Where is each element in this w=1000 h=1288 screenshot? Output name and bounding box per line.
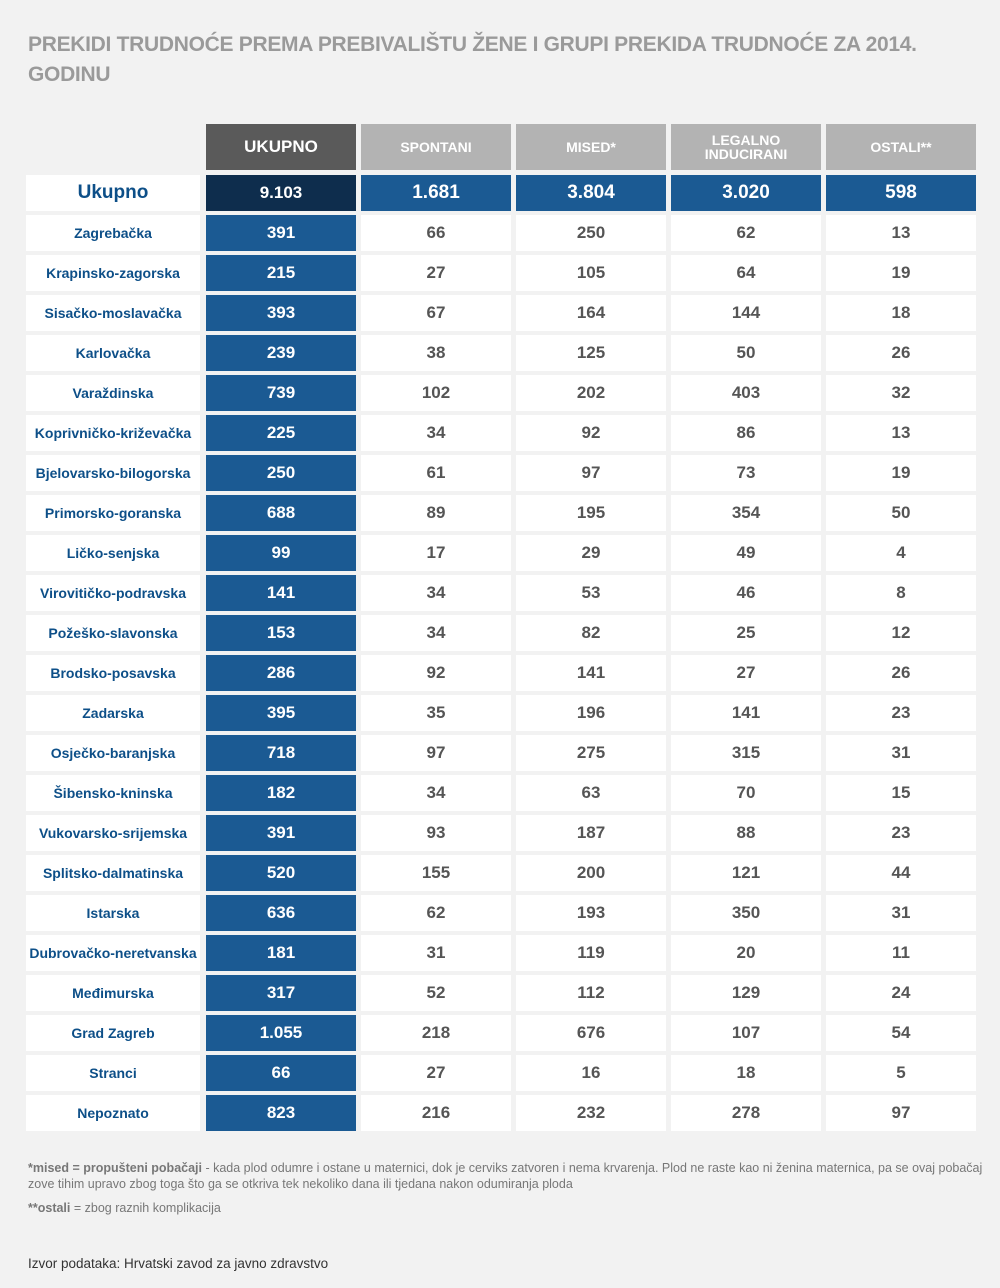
ukupno-cell: 520 — [206, 855, 356, 891]
ukupno-cell: 688 — [206, 495, 356, 531]
value-cell: 218 — [361, 1015, 511, 1051]
value-cell: 200 — [516, 855, 666, 891]
value-cell: 18 — [826, 295, 976, 331]
ukupno-cell: 317 — [206, 975, 356, 1011]
value-cell: 23 — [826, 815, 976, 851]
value-cell: 34 — [361, 775, 511, 811]
value-cell: 93 — [361, 815, 511, 851]
row-label: Zagrebačka — [26, 215, 200, 251]
value-cell: 88 — [671, 815, 821, 851]
value-cell: 8 — [826, 575, 976, 611]
row-label: Krapinsko-zagorska — [26, 255, 200, 291]
value-cell: 187 — [516, 815, 666, 851]
value-cell: 13 — [826, 215, 976, 251]
value-cell: 26 — [826, 655, 976, 691]
value-cell: 64 — [671, 255, 821, 291]
value-cell: 112 — [516, 975, 666, 1011]
value-cell: 67 — [361, 295, 511, 331]
value-cell: 46 — [671, 575, 821, 611]
footnote-mised — [28, 1160, 988, 1192]
footnote-ostali-term: **ostali — [28, 1201, 71, 1215]
value-cell: 13 — [826, 415, 976, 451]
ukupno-cell: 182 — [206, 775, 356, 811]
ukupno-cell: 395 — [206, 695, 356, 731]
value-cell: 354 — [671, 495, 821, 531]
value-cell: 278 — [671, 1095, 821, 1131]
value-cell: 12 — [826, 615, 976, 651]
value-cell: 11 — [826, 935, 976, 971]
ukupno-cell: 739 — [206, 375, 356, 411]
value-cell: 32 — [826, 375, 976, 411]
value-cell: 15 — [826, 775, 976, 811]
value-cell: 107 — [671, 1015, 821, 1051]
value-cell: 18 — [671, 1055, 821, 1091]
value-cell: 92 — [516, 415, 666, 451]
data-source: Izvor podataka: Hrvatski zavod za javno zdravstvo — [28, 1256, 329, 1271]
value-cell: 29 — [516, 535, 666, 571]
total-row-label: Ukupno — [26, 175, 200, 211]
value-cell: 92 — [361, 655, 511, 691]
value-cell: 676 — [516, 1015, 666, 1051]
header-ostali: OSTALI** — [826, 124, 976, 170]
value-cell: 195 — [516, 495, 666, 531]
row-label: Koprivničko-križevačka — [26, 415, 200, 451]
row-label: Virovitičko-podravska — [26, 575, 200, 611]
header-spontani: SPONTANI — [361, 124, 511, 170]
footnote-ostali-text: = zbog raznih komplikacija — [70, 1201, 221, 1215]
row-label: Bjelovarsko-bilogorska — [26, 455, 200, 491]
value-cell: 315 — [671, 735, 821, 771]
value-cell: 31 — [826, 735, 976, 771]
value-cell: 53 — [516, 575, 666, 611]
value-cell: 119 — [516, 935, 666, 971]
row-label: Brodsko-posavska — [26, 655, 200, 691]
value-cell: 62 — [361, 895, 511, 931]
value-cell: 19 — [826, 255, 976, 291]
value-cell: 34 — [361, 615, 511, 651]
row-label: Grad Zagreb — [26, 1015, 200, 1051]
value-cell: 24 — [826, 975, 976, 1011]
value-cell: 86 — [671, 415, 821, 451]
value-cell: 97 — [516, 455, 666, 491]
value-cell: 102 — [361, 375, 511, 411]
row-label: Osječko-baranjska — [26, 735, 200, 771]
row-label: Nepoznato — [26, 1095, 200, 1131]
value-cell: 202 — [516, 375, 666, 411]
value-cell: 216 — [361, 1095, 511, 1131]
value-cell: 31 — [361, 935, 511, 971]
value-cell: 129 — [671, 975, 821, 1011]
value-cell: 250 — [516, 215, 666, 251]
value-cell: 26 — [826, 335, 976, 371]
ukupno-cell: 181 — [206, 935, 356, 971]
row-label: Karlovačka — [26, 335, 200, 371]
header-ukupno: UKUPNO — [206, 124, 356, 170]
value-cell: 34 — [361, 575, 511, 611]
row-label: Zadarska — [26, 695, 200, 731]
value-cell: 54 — [826, 1015, 976, 1051]
page-title: PREKIDI TRUDNOĆE PREMA PREBIVALIŠTU ŽENE I GRUPI PREKIDA TRUDNOĆE ZA 2014. GODINU — [28, 33, 917, 86]
total-value-cell: 1.681 — [361, 175, 511, 211]
row-label: Sisačko-moslavačka — [26, 295, 200, 331]
ukupno-cell: 1.055 — [206, 1015, 356, 1051]
value-cell: 105 — [516, 255, 666, 291]
value-cell: 49 — [671, 535, 821, 571]
row-label: Međimurska — [26, 975, 200, 1011]
total-value-cell: 598 — [826, 175, 976, 211]
ukupno-cell: 239 — [206, 335, 356, 371]
value-cell: 63 — [516, 775, 666, 811]
value-cell: 27 — [361, 255, 511, 291]
ukupno-cell: 636 — [206, 895, 356, 931]
row-label: Šibensko-kninska — [26, 775, 200, 811]
value-cell: 16 — [516, 1055, 666, 1091]
row-label: Požeško-slavonska — [26, 615, 200, 651]
ukupno-cell: 225 — [206, 415, 356, 451]
footnote-mised-term: *mised = propušteni pobačaji — [28, 1161, 202, 1175]
value-cell: 66 — [361, 215, 511, 251]
value-cell: 164 — [516, 295, 666, 331]
value-cell: 23 — [826, 695, 976, 731]
header-legalno-inducirani: LEGALNO INDUCIRANI — [671, 124, 821, 170]
value-cell: 144 — [671, 295, 821, 331]
row-label: Ličko-senjska — [26, 535, 200, 571]
value-cell: 97 — [826, 1095, 976, 1131]
total-value-cell: 3.020 — [671, 175, 821, 211]
row-label: Varaždinska — [26, 375, 200, 411]
value-cell: 89 — [361, 495, 511, 531]
ukupno-cell: 718 — [206, 735, 356, 771]
value-cell: 193 — [516, 895, 666, 931]
ukupno-cell: 153 — [206, 615, 356, 651]
value-cell: 25 — [671, 615, 821, 651]
footnote-mised-text: - kada plod odumre i ostane u maternici, dok je cerviks zatvoren i nema krvarenja. Plod ne raste kao ni ženina maternica, pa se ovaj pobačaj zove tihim upravo zbog toga što ga se otkriva tek nekoliko dana ili tjedana nakon odumiranja ploda — [28, 1161, 983, 1191]
row-label: Splitsko-dalmatinska — [26, 855, 200, 891]
value-cell: 27 — [361, 1055, 511, 1091]
value-cell: 82 — [516, 615, 666, 651]
row-label: Primorsko-goranska — [26, 495, 200, 531]
value-cell: 62 — [671, 215, 821, 251]
ukupno-cell: 393 — [206, 295, 356, 331]
value-cell: 232 — [516, 1095, 666, 1131]
ukupno-cell: 823 — [206, 1095, 356, 1131]
ukupno-cell: 66 — [206, 1055, 356, 1091]
value-cell: 27 — [671, 655, 821, 691]
ukupno-cell: 99 — [206, 535, 356, 571]
value-cell: 141 — [516, 655, 666, 691]
row-label: Stranci — [26, 1055, 200, 1091]
value-cell: 4 — [826, 535, 976, 571]
row-label: Dubrovačko-neretvanska — [26, 935, 200, 971]
total-ukupno-cell: 9.103 — [206, 175, 356, 211]
row-label: Istarska — [26, 895, 200, 931]
ukupno-cell: 250 — [206, 455, 356, 491]
ukupno-cell: 215 — [206, 255, 356, 291]
value-cell: 275 — [516, 735, 666, 771]
value-cell: 38 — [361, 335, 511, 371]
value-cell: 31 — [826, 895, 976, 931]
total-value-cell: 3.804 — [516, 175, 666, 211]
value-cell: 155 — [361, 855, 511, 891]
value-cell: 403 — [671, 375, 821, 411]
value-cell: 70 — [671, 775, 821, 811]
ukupno-cell: 286 — [206, 655, 356, 691]
row-label: Vukovarsko-srijemska — [26, 815, 200, 851]
value-cell: 20 — [671, 935, 821, 971]
value-cell: 34 — [361, 415, 511, 451]
value-cell: 19 — [826, 455, 976, 491]
value-cell: 17 — [361, 535, 511, 571]
value-cell: 121 — [671, 855, 821, 891]
ukupno-cell: 391 — [206, 815, 356, 851]
value-cell: 350 — [671, 895, 821, 931]
value-cell: 52 — [361, 975, 511, 1011]
value-cell: 141 — [671, 695, 821, 731]
value-cell: 73 — [671, 455, 821, 491]
value-cell: 50 — [826, 495, 976, 531]
value-cell: 44 — [826, 855, 976, 891]
ukupno-cell: 391 — [206, 215, 356, 251]
value-cell: 196 — [516, 695, 666, 731]
ukupno-cell: 141 — [206, 575, 356, 611]
value-cell: 125 — [516, 335, 666, 371]
header-mised: MISED* — [516, 124, 666, 170]
value-cell: 61 — [361, 455, 511, 491]
value-cell: 50 — [671, 335, 821, 371]
value-cell: 5 — [826, 1055, 976, 1091]
value-cell: 97 — [361, 735, 511, 771]
value-cell: 35 — [361, 695, 511, 731]
footnote-ostali — [28, 1201, 221, 1215]
